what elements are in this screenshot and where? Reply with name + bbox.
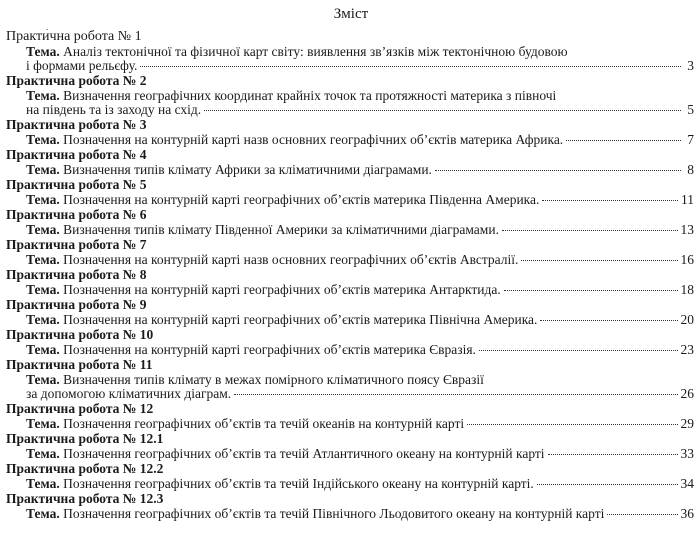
topic-label: Тема. xyxy=(26,162,60,177)
page-number: 26 xyxy=(680,386,694,401)
topic-block xyxy=(6,193,696,208)
topic-text-content: Визначення типів клімату Африки за кліматичними діаграмами. xyxy=(63,162,432,177)
topic-text xyxy=(26,133,563,147)
topic-label: Тема. xyxy=(26,252,60,267)
practical-work-title: Практична робота № 9 xyxy=(6,297,147,312)
toc-entry[interactable] xyxy=(6,117,696,147)
topic-text xyxy=(26,313,537,327)
topic-block xyxy=(6,163,696,178)
page-number: 5 xyxy=(687,102,694,117)
toc-entry[interactable] xyxy=(6,461,696,491)
topic-label: Тема. xyxy=(26,372,60,387)
topic-label: Тема. xyxy=(26,132,60,147)
page-number: 33 xyxy=(680,446,694,461)
toc-entry[interactable] xyxy=(6,267,696,297)
practical-work-title: Практична робота № 8 xyxy=(6,267,147,282)
topic-text xyxy=(26,59,137,73)
topic-line xyxy=(26,133,694,148)
topic-label: Тема. xyxy=(26,282,60,297)
topic-label: Тема. xyxy=(26,192,60,207)
page-number: 20 xyxy=(680,312,694,327)
topic-text-content: Позначення географічних об’єктів та течій Атлантичного океану на контурній карті xyxy=(63,446,545,461)
topic-text xyxy=(26,373,484,387)
topic-line xyxy=(26,253,694,268)
topic-line xyxy=(26,163,694,178)
topic-line xyxy=(26,223,694,238)
page-number: 36 xyxy=(680,506,694,521)
topic-block xyxy=(6,313,696,328)
dot-leader xyxy=(502,230,678,231)
topic-text-content: Позначення географічних об’єктів та течій Північного Льодовитого океану на контурній карті xyxy=(63,506,605,521)
topic-label: Тема. xyxy=(26,88,60,103)
topic-text-content: Позначення географічних об’єктів та течій Індійського океану на контурній карті. xyxy=(63,476,534,491)
topic-text xyxy=(26,45,568,59)
practical-work-title: Практична робота № 10 xyxy=(6,327,154,342)
practical-work-title: Практична робота № 5 xyxy=(6,177,147,192)
topic-block xyxy=(6,507,696,522)
practical-work-title: Практична робота № 12 xyxy=(6,401,154,416)
topic-text-content: Позначення на контурній карті назв основних географічних об’єктів материка Африка. xyxy=(63,132,564,147)
toc-entry[interactable] xyxy=(6,297,696,327)
dot-leader xyxy=(204,110,681,111)
practical-work-title: Практична робота № 12.2 xyxy=(6,461,164,476)
practical-work-title: Практи́чна робота № 1 xyxy=(6,29,142,44)
page-number: 8 xyxy=(687,162,694,177)
topic-text-content: за допомогою кліматичних діаграм. xyxy=(26,386,232,401)
topic-block xyxy=(6,447,696,462)
toc-entry[interactable] xyxy=(6,357,696,401)
topic-text xyxy=(26,343,476,357)
topic-line xyxy=(26,193,694,208)
topic-label: Тема. xyxy=(26,416,60,431)
topic-line xyxy=(26,45,694,59)
topic-label: Тема. xyxy=(26,506,60,521)
dot-leader xyxy=(504,290,678,291)
practical-work-title: Практична робота № 12.1 xyxy=(6,431,164,446)
topic-line xyxy=(26,89,694,103)
page-number: 13 xyxy=(680,222,694,237)
topic-text xyxy=(26,507,604,521)
topic-line xyxy=(26,283,694,298)
dot-leader xyxy=(140,66,681,67)
topic-block xyxy=(6,89,696,118)
practical-work-title: Практична робота № 11 xyxy=(6,357,153,372)
topic-text-content: Аналіз тектонічної та фізичної карт світу: виявлення зв’язків між тектонічною будовою xyxy=(63,44,568,59)
dot-leader xyxy=(566,140,681,141)
topic-text xyxy=(26,193,539,207)
topic-label: Тема. xyxy=(26,312,60,327)
topic-text-content: Позначення географічних об’єктів та течій океанів на контурній карті xyxy=(63,416,465,431)
topic-line xyxy=(26,59,694,74)
toc-entry[interactable] xyxy=(6,431,696,461)
practical-work-title: Практична робота № 12.3 xyxy=(6,491,164,506)
topic-line xyxy=(26,387,694,402)
topic-label: Тема. xyxy=(26,446,60,461)
toc-entry[interactable] xyxy=(6,207,696,237)
topic-block xyxy=(6,373,696,402)
topic-block xyxy=(6,133,696,148)
page-number: 7 xyxy=(687,132,694,147)
page-number: 23 xyxy=(680,342,694,357)
page-number: 3 xyxy=(687,58,694,73)
practical-work-title: Практична робота № 3 xyxy=(6,117,147,132)
topic-line xyxy=(26,313,694,328)
topic-text xyxy=(26,253,518,267)
topic-block xyxy=(6,283,696,298)
page-number: 34 xyxy=(680,476,694,491)
topic-text-content: Позначення на контурній карті назв основних географічних об’єктів Австралії. xyxy=(63,252,519,267)
toc-entry[interactable] xyxy=(6,29,696,73)
topic-line xyxy=(26,477,694,492)
topic-line xyxy=(26,343,694,358)
topic-text-content: Позначення на контурній карті географічних об’єктів материка Південна Америка. xyxy=(63,192,540,207)
dot-leader xyxy=(542,200,678,201)
page-title: Зміст xyxy=(333,6,369,22)
topic-line xyxy=(26,507,694,522)
topic-label: Тема. xyxy=(26,44,60,59)
topic-label: Тема. xyxy=(26,476,60,491)
dot-leader xyxy=(479,350,678,351)
topic-text xyxy=(26,223,499,237)
topic-text xyxy=(26,387,231,401)
topic-text-content: на південь та із заходу на схід. xyxy=(26,102,202,117)
topic-text-content: і формами рельєфу. xyxy=(26,58,138,73)
toc-entry[interactable] xyxy=(6,177,696,207)
topic-text xyxy=(26,89,556,103)
topic-block xyxy=(6,477,696,492)
topic-line xyxy=(26,103,694,118)
dot-leader xyxy=(548,454,678,455)
toc-entry[interactable] xyxy=(6,73,696,117)
toc-entry[interactable] xyxy=(6,491,696,521)
page-number: 16 xyxy=(680,252,694,267)
topic-text xyxy=(26,477,534,491)
topic-block xyxy=(6,223,696,238)
topic-text xyxy=(26,447,545,461)
topic-line xyxy=(26,447,694,462)
dot-leader xyxy=(521,260,677,261)
dot-leader xyxy=(607,514,677,515)
topic-text xyxy=(26,417,464,431)
practical-work-title: Практична робота № 6 xyxy=(6,207,147,222)
topic-label: Тема. xyxy=(26,222,60,237)
toc-list xyxy=(6,29,696,521)
topic-text-content: Визначення географічних координат крайніх точок та протяжності материка з півночі xyxy=(63,88,557,103)
topic-block xyxy=(6,45,696,74)
topic-text-content: Позначення на контурній карті географічних об’єктів материка Північна Америка. xyxy=(63,312,538,327)
toc-entry[interactable] xyxy=(6,327,696,357)
topic-text xyxy=(26,103,201,117)
practical-work-title: Практична робота № 4 xyxy=(6,147,147,162)
practical-work-title: Практична робота № 7 xyxy=(6,237,147,252)
topic-block xyxy=(6,253,696,268)
dot-leader xyxy=(467,424,677,425)
page-number: 29 xyxy=(680,416,694,431)
topic-text-content: Визначення типів клімату в межах помірного кліматичного поясу Євразії xyxy=(63,372,484,387)
topic-text xyxy=(26,163,432,177)
topic-text-content: Позначення на контурній карті географічних об’єктів материка Антарктида. xyxy=(63,282,501,297)
toc-entry[interactable] xyxy=(6,401,696,431)
topic-line xyxy=(26,417,694,432)
topic-block xyxy=(6,343,696,358)
page-number: 18 xyxy=(680,282,694,297)
dot-leader xyxy=(537,484,678,485)
toc-entry[interactable] xyxy=(6,147,696,177)
topic-text xyxy=(26,283,501,297)
dot-leader xyxy=(540,320,677,321)
topic-line xyxy=(26,373,694,387)
toc-entry[interactable] xyxy=(6,237,696,267)
topic-label: Тема. xyxy=(26,342,60,357)
topic-text-content: Визначення типів клімату Південної Америки за кліматичними діаграмами. xyxy=(63,222,499,237)
page-number: 11 xyxy=(681,192,694,207)
dot-leader xyxy=(234,394,677,395)
dot-leader xyxy=(435,170,681,171)
practical-work-title: Практична робота № 2 xyxy=(6,73,147,88)
topic-text-content: Позначення на контурній карті географічних об’єктів материка Євразія. xyxy=(63,342,476,357)
topic-block xyxy=(6,417,696,432)
